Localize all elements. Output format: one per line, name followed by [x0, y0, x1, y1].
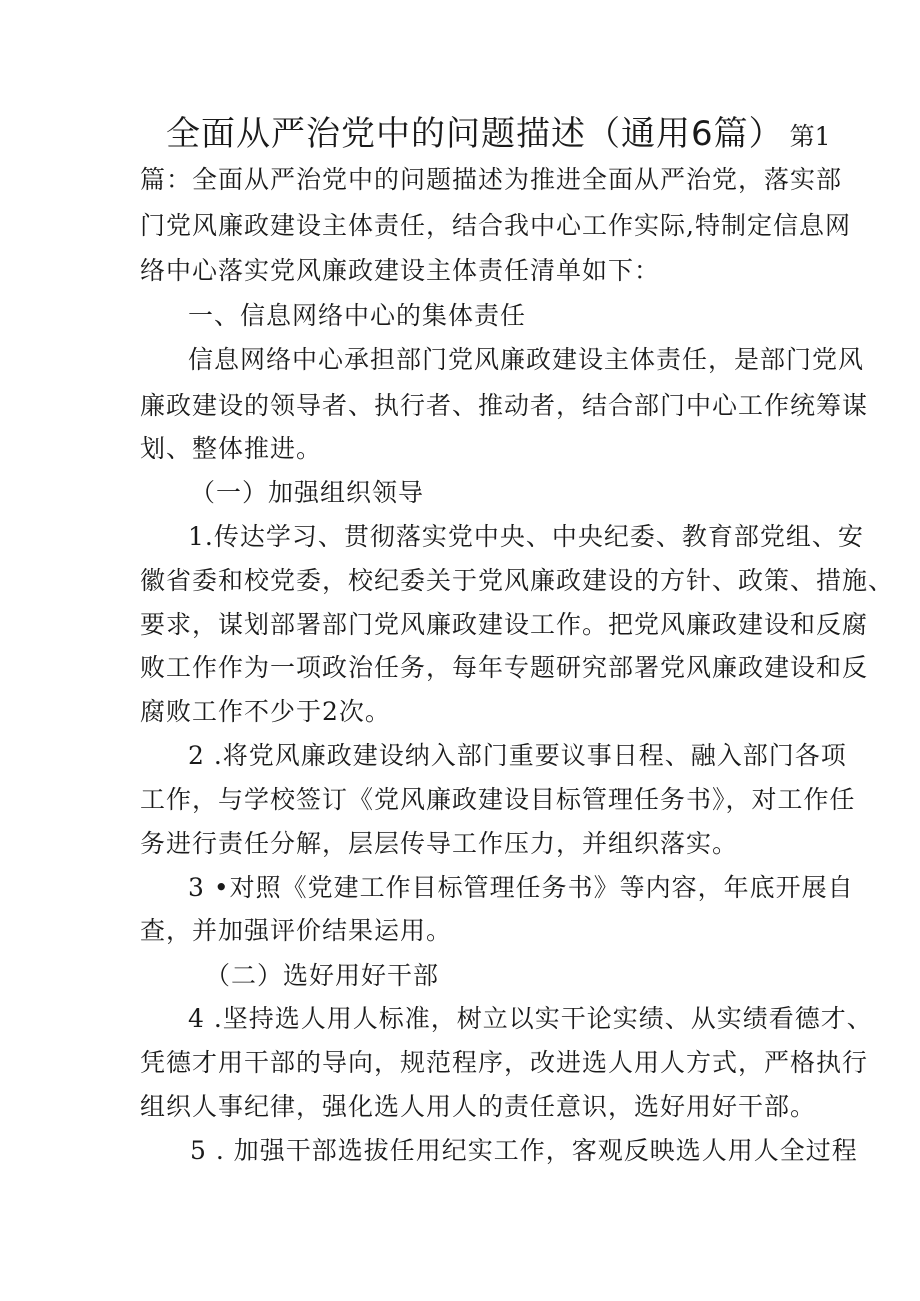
body-line: 3 •对照《党建工作目标管理任务书》等内容，年底开展自	[188, 873, 854, 902]
section-heading: 一、信息网络中心的集体责任	[188, 301, 527, 330]
body-line: 2 .将党风廉政建设纳入部门重要议事日程、融入部门各项	[188, 741, 847, 770]
subsection-heading: （二）选好用好干部	[205, 961, 440, 990]
body-line: 1.传达学习、贯彻落实党中央、中央纪委、教育部党组、安	[188, 522, 864, 551]
body-line: 5 . 加强干部选拔任用纪实工作，客观反映选人用人全过程	[190, 1136, 858, 1165]
body-line: 凭德才用干部的导向，规范程序，改进选人用人方式，严格执行	[140, 1048, 869, 1077]
document-title	[166, 106, 831, 155]
title-tail: 第1	[789, 122, 831, 151]
body-line: 务进行责任分解，层层传导工作压力，并组织落实。	[140, 829, 739, 858]
body-line: 篇：全面从严治党中的问题描述为推进全面从严治党，落实部	[140, 165, 843, 194]
body-line: 工作，与学校签订《党风廉政建设目标管理任务书》，对工作任	[140, 785, 856, 814]
body-line: 腐败工作不少于2次。	[140, 697, 391, 726]
subsection-heading: （一）加强组织领导	[190, 478, 425, 507]
body-line: 查，并加强评价结果运用。	[140, 916, 453, 945]
body-line: 4 .坚持选人用人标准，树立以实干论实绩、从实绩看德才、	[188, 1004, 873, 1033]
body-line: 徽省委和校党委，校纪委关于党风廉政建设的方针、政策、措施、	[140, 566, 895, 595]
body-line: 组织人事纪律，强化选人用人的责任意识，选好用好干部。	[140, 1092, 817, 1121]
body-line: 信息网络中心承担部门党风廉政建设主体责任，是部门党风	[188, 345, 865, 374]
body-line: 败工作作为一项政治任务，每年专题研究部署党风廉政建设和反	[140, 653, 869, 682]
body-line: 络中心落实党风廉政建设主体责任清单如下：	[140, 256, 661, 285]
title-main: 全面从严治党中的问题描述（通用6篇）	[166, 114, 784, 154]
body-line: 要求，谋划部署部门党风廉政建设工作。把党风廉政建设和反腐	[140, 610, 869, 639]
body-line: 门党风廉政建设主体责任，结合我中心工作实际,特制定信息网	[140, 211, 851, 240]
body-line: 划、整体推进。	[140, 434, 323, 463]
body-line: 廉政建设的领导者、执行者、推动者，结合部门中心工作统筹谋	[140, 391, 869, 420]
